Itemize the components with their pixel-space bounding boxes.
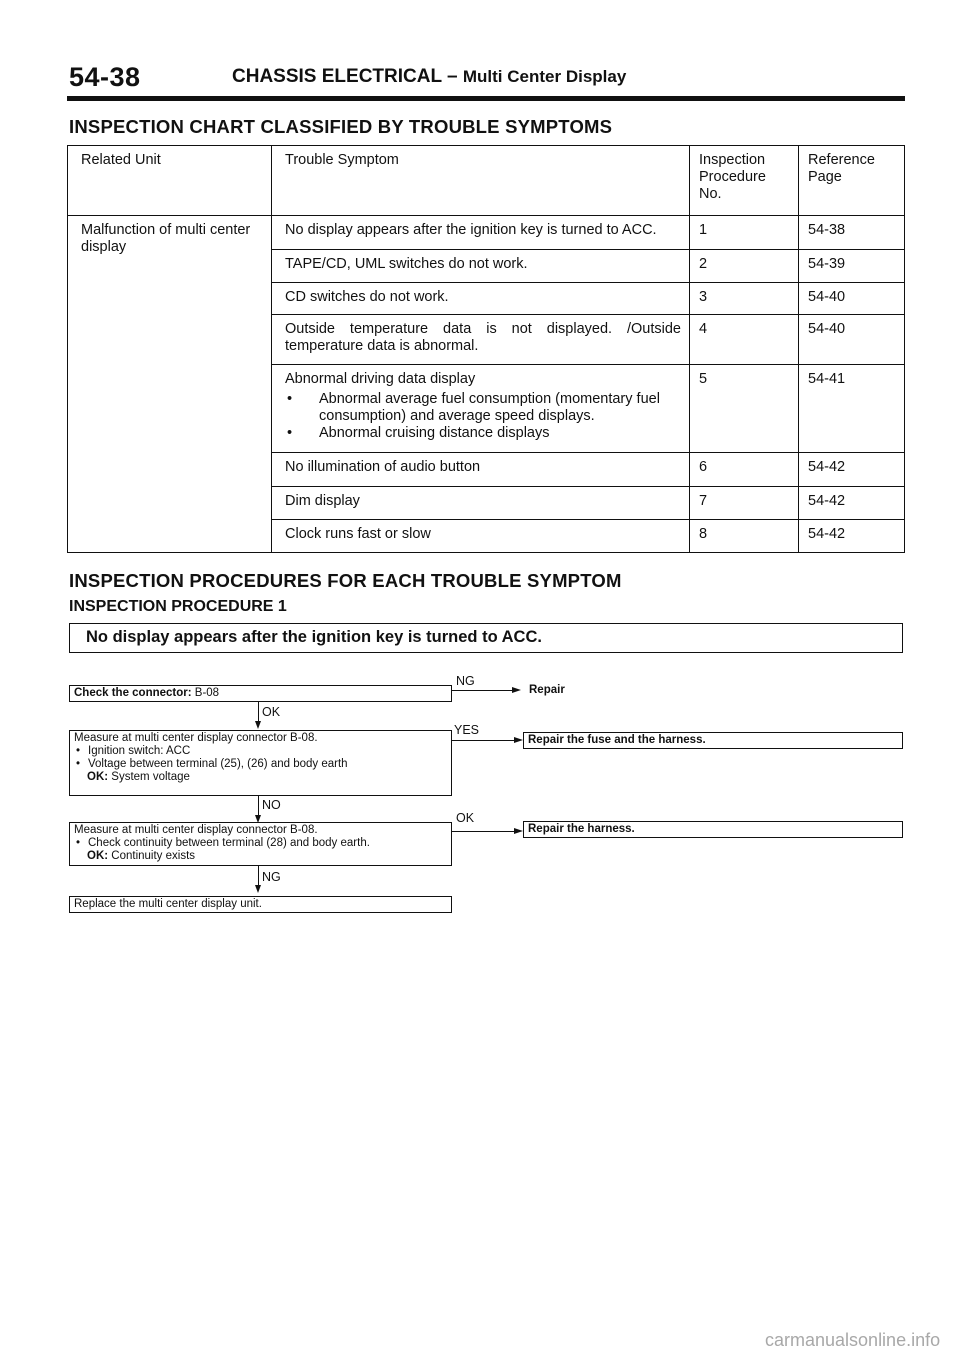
page-number: 54-38 — [69, 62, 141, 92]
flow-step-check-connector: Check the connector: B-08 — [69, 685, 452, 702]
arrow-right-icon — [514, 828, 523, 834]
flow-label-ng: NG — [456, 674, 475, 688]
section-subtitle: Multi Center Display — [462, 67, 627, 86]
symptom-cell: TAPE/CD, UML switches do not work. — [272, 250, 690, 283]
bullet-icon: • — [76, 745, 81, 757]
flow-connector-line — [452, 690, 512, 691]
symptom-cell: Outside temperature data is not displayed. /Outside temperature data is abnormal. — [272, 315, 690, 365]
flow-label-ok: OK — [262, 705, 281, 719]
header-trouble-symptom: Trouble Symptom — [272, 146, 690, 216]
symptom-cell: CD switches do not work. — [272, 283, 690, 315]
table-header-row — [68, 146, 905, 216]
flow-step-measure-voltage: Measure at multi center display connector B-08. • Ignition switch: ACC • Voltage between terminal (25), (26) and body earth OK: System voltage — [69, 730, 452, 796]
flow-outcome-repair: Repair — [529, 684, 565, 696]
arrow-down-icon — [255, 885, 261, 893]
reference-page-cell: 54-39 — [799, 250, 905, 283]
inspection-chart-heading: INSPECTION CHART CLASSIFIED BY TROUBLE SYMPTOMS — [69, 116, 613, 137]
reference-page-cell: 54-41 — [799, 365, 905, 453]
flow-connector-line — [258, 702, 259, 723]
flow-label-ok: OK — [456, 811, 475, 825]
section-title: CHASSIS ELECTRICAL — [232, 66, 442, 87]
flow-step-check-continuity: Measure at multi center display connector B-08. • Check continuity between terminal (28) and body earth. OK: Continuity exists — [69, 822, 452, 866]
flow-connector-line — [258, 866, 259, 887]
symptom-text: Abnormal driving data display — [285, 371, 476, 387]
flow-connector-line — [452, 831, 514, 832]
bullet-icon: • — [287, 391, 293, 407]
symptom-table — [67, 145, 905, 553]
procedure-no-cell: 1 — [690, 216, 799, 250]
footer-watermark: carmanualsonline.info — [765, 1330, 941, 1350]
procedure-no-cell: 8 — [690, 520, 799, 553]
procedures-heading: INSPECTION PROCEDURES FOR EACH TROUBLE SYMPTOM — [69, 570, 622, 591]
flow-connector-line — [452, 740, 514, 741]
arrow-right-icon — [512, 687, 521, 693]
reference-page-cell: 54-42 — [799, 487, 905, 520]
symptom-cell — [272, 365, 690, 453]
bullet-icon: • — [76, 837, 81, 849]
reference-page-cell: 54-42 — [799, 520, 905, 553]
reference-page-cell: 54-40 — [799, 315, 905, 365]
symptom-cell: Dim display — [272, 487, 690, 520]
header-inspection-procedure: Inspection Procedure No. — [690, 146, 799, 216]
symptom-cell: Clock runs fast or slow — [272, 520, 690, 553]
procedure-no-cell: 6 — [690, 453, 799, 487]
procedure-title-box: No display appears after the ignition key is turned to ACC. — [69, 623, 903, 653]
table-row — [68, 216, 905, 250]
flow-label-no: NO — [262, 798, 281, 812]
related-unit-cell: Malfunction of multi center display — [68, 216, 272, 553]
procedure-no-cell: 3 — [690, 283, 799, 315]
procedure-heading: INSPECTION PROCEDURE 1 — [69, 598, 287, 615]
flow-outcome-repair-fuse-harness: Repair the fuse and the harness. — [523, 732, 903, 749]
flow-label-ng: NG — [262, 870, 281, 884]
procedure-no-cell: 7 — [690, 487, 799, 520]
procedure-no-cell: 2 — [690, 250, 799, 283]
arrow-down-icon — [255, 721, 261, 729]
page-header-title — [232, 66, 626, 88]
symptom-bullet: • Abnormal cruising distance displays — [287, 425, 550, 441]
symptom-cell: No display appears after the ignition key is turned to ACC. — [272, 216, 690, 250]
title-separator: – — [447, 66, 458, 87]
reference-page-cell: 54-38 — [799, 216, 905, 250]
symptom-bullet: • Abnormal average fuel consumption (momentary fuel consumption) and average speed displays. — [287, 391, 660, 424]
flow-step-replace-unit: Replace the multi center display unit. — [69, 896, 452, 913]
arrow-right-icon — [514, 737, 523, 743]
reference-page-cell: 54-40 — [799, 283, 905, 315]
symptom-cell: No illumination of audio button — [272, 453, 690, 487]
bullet-icon: • — [76, 758, 81, 770]
procedure-no-cell: 5 — [690, 365, 799, 453]
bullet-icon: • — [287, 425, 293, 441]
flow-connector-line — [258, 796, 259, 817]
flow-outcome-repair-harness: Repair the harness. — [523, 821, 903, 838]
header-related-unit: Related Unit — [68, 146, 272, 216]
header-rule — [67, 96, 905, 101]
reference-page-cell: 54-42 — [799, 453, 905, 487]
header-reference-page: Reference Page — [799, 146, 905, 216]
procedure-no-cell: 4 — [690, 315, 799, 365]
flow-label-yes: YES — [454, 723, 480, 737]
